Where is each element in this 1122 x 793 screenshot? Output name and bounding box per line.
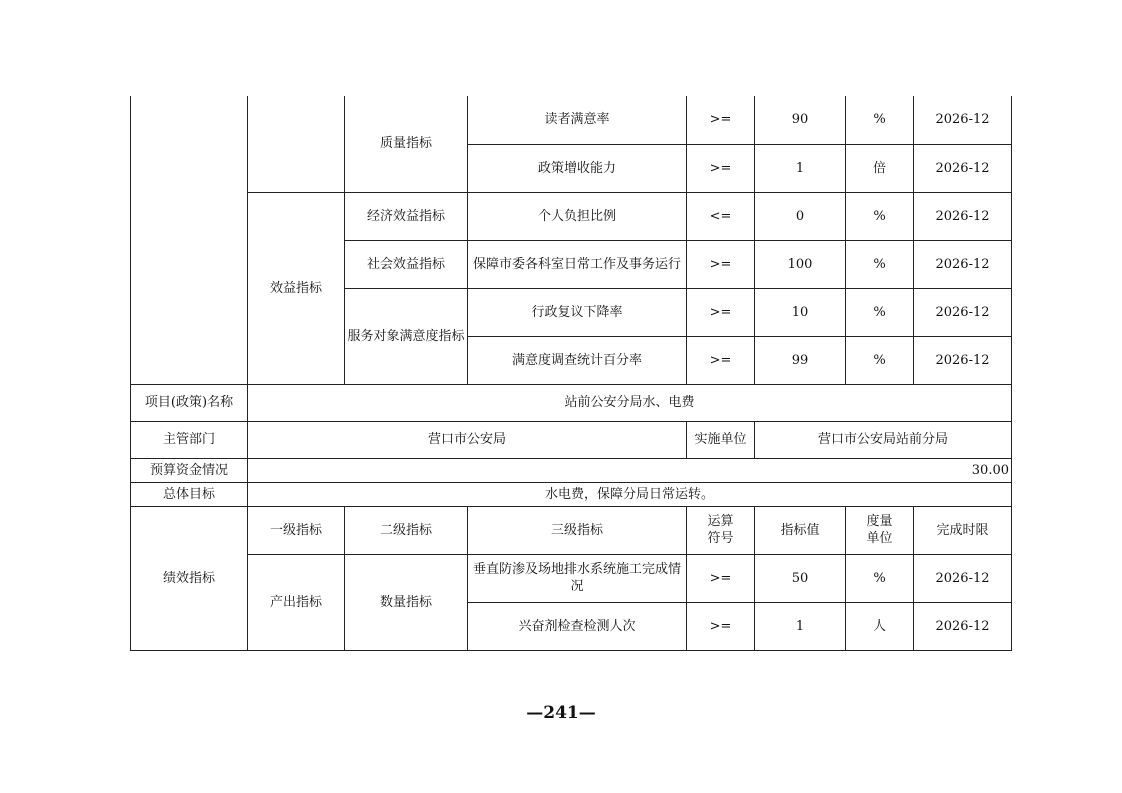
level2-cell: 质量指标 [345,96,468,192]
value-cell: 50 [755,554,846,602]
header-row [131,506,1012,554]
level2-cell: 社会效益指标 [345,240,468,288]
table-row [131,554,1012,602]
performance-indicators-label: 绩效指标 [131,506,248,650]
budget-value: 30.00 [248,458,1012,482]
overall-goal-row [131,482,1012,506]
project-name-label: 项目(政策)名称 [131,384,248,421]
header-level1: 一级指标 [248,506,345,554]
unit-cell: % [846,240,914,288]
department-row [131,421,1012,458]
department-label: 主管部门 [131,421,248,458]
header-value: 指标值 [755,506,846,554]
project-name-row [131,384,1012,421]
value-cell: 10 [755,288,846,336]
deadline-cell: 2026-12 [914,144,1012,192]
implementing-unit-label: 实施单位 [687,421,755,458]
operator-cell: <= [687,192,755,240]
level3-cell: 行政复议下降率 [468,288,687,336]
deadline-cell: 2026-12 [914,192,1012,240]
continued-level0-cell [131,96,248,384]
implementing-unit-value: 营口市公安局站前分局 [755,421,1012,458]
header-level3: 三级指标 [468,506,687,554]
value-cell: 1 [755,602,846,650]
table-row [131,192,1012,240]
level1-cell: 产出指标 [248,554,345,650]
level3-cell: 满意度调查统计百分率 [468,336,687,384]
level3-cell: 个人负担比例 [468,192,687,240]
operator-cell: >= [687,240,755,288]
level3-cell: 垂直防渗及场地排水系统施工完成情况 [468,554,687,602]
unit-cell: % [846,554,914,602]
operator-cell: >= [687,602,755,650]
deadline-cell: 2026-12 [914,336,1012,384]
unit-cell: % [846,96,914,144]
value-cell: 1 [755,144,846,192]
level3-cell: 读者满意率 [468,96,687,144]
deadline-cell: 2026-12 [914,96,1012,144]
deadline-cell: 2026-12 [914,602,1012,650]
operator-cell: >= [687,144,755,192]
level2-cell: 经济效益指标 [345,192,468,240]
page-number: —241— [526,703,596,723]
deadline-cell: 2026-12 [914,554,1012,602]
level2-cell: 数量指标 [345,554,468,650]
header-deadline: 完成时限 [914,506,1012,554]
unit-cell: 倍 [846,144,914,192]
overall-goal-value: 水电费，保障分局日常运转。 [248,482,1012,506]
table-row [131,96,1012,144]
header-level2: 二级指标 [345,506,468,554]
value-cell: 99 [755,336,846,384]
operator-cell: >= [687,288,755,336]
budget-label: 预算资金情况 [131,458,248,482]
operator-cell: >= [687,554,755,602]
level1-cell: 效益指标 [248,192,345,384]
project-name-value: 站前公安分局水、电费 [248,384,1012,421]
department-value: 营口市公安局 [248,421,687,458]
level3-cell: 保障市委各科室日常工作及事务运行 [468,240,687,288]
header-operator: 运算 符号 [687,506,755,554]
performance-table [130,96,1012,651]
deadline-cell: 2026-12 [914,240,1012,288]
unit-cell: 人 [846,602,914,650]
unit-cell: % [846,288,914,336]
value-cell: 100 [755,240,846,288]
value-cell: 90 [755,96,846,144]
level2-cell: 服务对象满意度指标 [345,288,468,384]
budget-row [131,458,1012,482]
unit-cell: % [846,336,914,384]
continued-level1-cell [248,96,345,192]
value-cell: 0 [755,192,846,240]
header-unit: 度量 单位 [846,506,914,554]
level3-cell: 兴奋剂检查检测人次 [468,602,687,650]
overall-goal-label: 总体目标 [131,482,248,506]
deadline-cell: 2026-12 [914,288,1012,336]
level3-cell: 政策增收能力 [468,144,687,192]
unit-cell: % [846,192,914,240]
operator-cell: >= [687,96,755,144]
operator-cell: >= [687,336,755,384]
